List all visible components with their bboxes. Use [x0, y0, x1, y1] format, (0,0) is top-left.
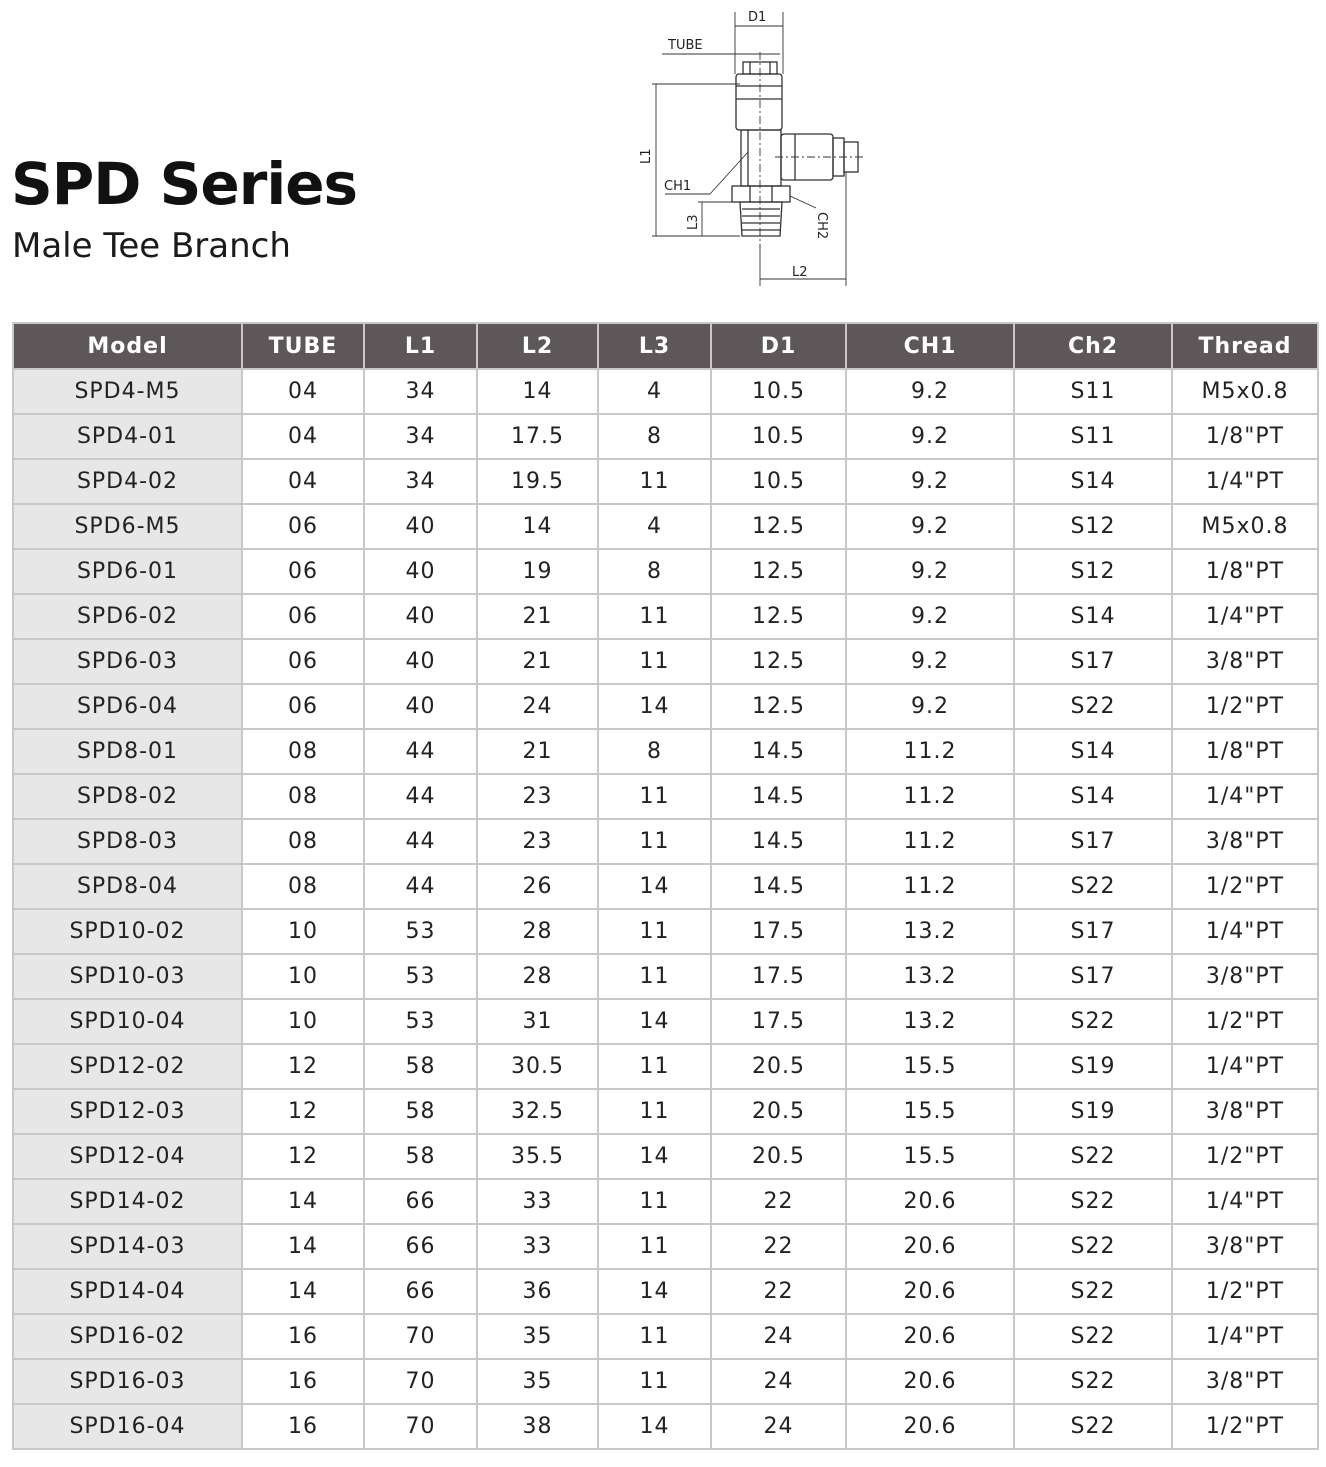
l3-label: L3 [686, 214, 701, 230]
table-cell: 38 [477, 1404, 598, 1449]
table-cell: 1/2"PT [1172, 684, 1318, 729]
table-cell: 08 [242, 774, 364, 819]
table-cell: 21 [477, 594, 598, 639]
table-cell: 35.5 [477, 1134, 598, 1179]
table-cell: 11.2 [846, 729, 1014, 774]
table-cell: 20.6 [846, 1314, 1014, 1359]
table-cell: 1/2"PT [1172, 1269, 1318, 1314]
model-cell: SPD6-02 [13, 594, 242, 639]
table-cell: S11 [1014, 369, 1172, 414]
table-cell: 06 [242, 684, 364, 729]
spec-table [12, 322, 1319, 1450]
table-cell: 14 [598, 1134, 711, 1179]
table-cell: 10.5 [711, 414, 846, 459]
table-cell: S22 [1014, 1404, 1172, 1449]
table-cell: 14 [477, 369, 598, 414]
table-cell: 1/4"PT [1172, 594, 1318, 639]
table-cell: 35 [477, 1314, 598, 1359]
table-cell: 08 [242, 729, 364, 774]
table-cell: S17 [1014, 909, 1172, 954]
ch2-label: CH2 [814, 212, 829, 240]
table-cell: 20.6 [846, 1179, 1014, 1224]
table-cell: M5x0.8 [1172, 504, 1318, 549]
table-cell: 40 [364, 549, 477, 594]
table-cell: 9.2 [846, 504, 1014, 549]
column-header: L2 [477, 323, 598, 369]
column-header: Ch2 [1014, 323, 1172, 369]
table-cell: 11 [598, 909, 711, 954]
table-cell: 10 [242, 999, 364, 1044]
table-cell: 08 [242, 864, 364, 909]
table-cell: 16 [242, 1314, 364, 1359]
model-cell: SPD16-04 [13, 1404, 242, 1449]
table-row [13, 414, 1318, 459]
table-cell: 1/2"PT [1172, 999, 1318, 1044]
table-cell: 14 [242, 1179, 364, 1224]
table-cell: 14 [242, 1224, 364, 1269]
table-cell: 28 [477, 909, 598, 954]
table-cell: 1/4"PT [1172, 459, 1318, 504]
table-cell: 33 [477, 1179, 598, 1224]
table-cell: 17.5 [711, 954, 846, 999]
table-cell: 21 [477, 639, 598, 684]
model-cell: SPD10-03 [13, 954, 242, 999]
table-cell: 20.5 [711, 1134, 846, 1179]
table-cell: 11 [598, 594, 711, 639]
table-row [13, 594, 1318, 639]
table-cell: 24 [477, 684, 598, 729]
column-header: TUBE [242, 323, 364, 369]
table-cell: 8 [598, 729, 711, 774]
table-cell: S12 [1014, 504, 1172, 549]
table-cell: 11 [598, 639, 711, 684]
table-cell: 20.5 [711, 1044, 846, 1089]
table-cell: S12 [1014, 549, 1172, 594]
table-cell: S22 [1014, 864, 1172, 909]
table-cell: 19.5 [477, 459, 598, 504]
table-cell: S17 [1014, 639, 1172, 684]
table-cell: S14 [1014, 459, 1172, 504]
table-cell: 13.2 [846, 909, 1014, 954]
table-row [13, 1179, 1318, 1224]
table-row [13, 1314, 1318, 1359]
table-cell: 14 [598, 1404, 711, 1449]
table-row [13, 819, 1318, 864]
table-row [13, 1404, 1318, 1449]
table-cell: 1/8"PT [1172, 729, 1318, 774]
table-row [13, 864, 1318, 909]
table-cell: 26 [477, 864, 598, 909]
table-cell: 24 [711, 1404, 846, 1449]
table-cell: 10.5 [711, 369, 846, 414]
table-row [13, 954, 1318, 999]
table-cell: 11 [598, 1359, 711, 1404]
table-cell: 12.5 [711, 504, 846, 549]
table-cell: 16 [242, 1404, 364, 1449]
table-cell: 06 [242, 594, 364, 639]
table-row [13, 999, 1318, 1044]
table-cell: 11 [598, 819, 711, 864]
table-cell: 1/2"PT [1172, 1134, 1318, 1179]
table-cell: 34 [364, 369, 477, 414]
table-row [13, 774, 1318, 819]
table-cell: 11 [598, 1179, 711, 1224]
table-cell: 11 [598, 1224, 711, 1269]
table-cell: S19 [1014, 1044, 1172, 1089]
table-cell: 15.5 [846, 1089, 1014, 1134]
model-cell: SPD6-M5 [13, 504, 242, 549]
model-cell: SPD14-04 [13, 1269, 242, 1314]
table-body [13, 369, 1318, 1449]
table-cell: S14 [1014, 594, 1172, 639]
table-cell: 04 [242, 414, 364, 459]
model-cell: SPD12-02 [13, 1044, 242, 1089]
table-cell: 1/4"PT [1172, 774, 1318, 819]
table-cell: 44 [364, 729, 477, 774]
table-cell: 21 [477, 729, 598, 774]
table-cell: S22 [1014, 684, 1172, 729]
column-header: L1 [364, 323, 477, 369]
model-cell: SPD4-02 [13, 459, 242, 504]
table-cell: 34 [364, 414, 477, 459]
table-cell: 66 [364, 1269, 477, 1314]
table-cell: S22 [1014, 1134, 1172, 1179]
table-cell: S22 [1014, 1224, 1172, 1269]
column-header: CH1 [846, 323, 1014, 369]
table-cell: 70 [364, 1404, 477, 1449]
table-cell: 14.5 [711, 729, 846, 774]
table-row [13, 684, 1318, 729]
table-cell: 14 [598, 684, 711, 729]
column-header: L3 [598, 323, 711, 369]
model-cell: SPD16-02 [13, 1314, 242, 1359]
table-cell: S22 [1014, 1314, 1172, 1359]
table-row [13, 1269, 1318, 1314]
table-cell: 04 [242, 459, 364, 504]
table-cell: 22 [711, 1224, 846, 1269]
table-cell: 11 [598, 1314, 711, 1359]
table-cell: 44 [364, 774, 477, 819]
model-cell: SPD6-03 [13, 639, 242, 684]
l1-label: L1 [639, 148, 654, 164]
table-cell: 20.5 [711, 1089, 846, 1134]
table-cell: 10.5 [711, 459, 846, 504]
table-cell: 22 [711, 1179, 846, 1224]
column-header: D1 [711, 323, 846, 369]
table-cell: 8 [598, 414, 711, 459]
table-cell: M5x0.8 [1172, 369, 1318, 414]
table-cell: 14 [598, 864, 711, 909]
table-cell: S17 [1014, 954, 1172, 999]
table-cell: 36 [477, 1269, 598, 1314]
table-cell: S14 [1014, 729, 1172, 774]
table-cell: 3/8"PT [1172, 639, 1318, 684]
column-header: Model [13, 323, 242, 369]
model-cell: SPD4-M5 [13, 369, 242, 414]
table-cell: 1/8"PT [1172, 549, 1318, 594]
table-cell: 1/4"PT [1172, 1314, 1318, 1359]
table-cell: 9.2 [846, 639, 1014, 684]
table-cell: 44 [364, 864, 477, 909]
table-cell: 1/8"PT [1172, 414, 1318, 459]
table-cell: 14.5 [711, 819, 846, 864]
table-cell: 04 [242, 369, 364, 414]
page-title: SPD Series [11, 150, 358, 218]
table-cell: 11 [598, 954, 711, 999]
table-cell: 24 [711, 1314, 846, 1359]
model-cell: SPD8-04 [13, 864, 242, 909]
model-cell: SPD14-02 [13, 1179, 242, 1224]
model-cell: SPD16-03 [13, 1359, 242, 1404]
model-cell: SPD8-03 [13, 819, 242, 864]
table-cell: 53 [364, 954, 477, 999]
table-cell: 9.2 [846, 594, 1014, 639]
table-cell: 12.5 [711, 639, 846, 684]
table-cell: 9.2 [846, 549, 1014, 594]
table-cell: 17.5 [711, 909, 846, 954]
table-cell: 11 [598, 1089, 711, 1134]
table-cell: 4 [598, 369, 711, 414]
table-cell: 40 [364, 594, 477, 639]
table-cell: 12 [242, 1134, 364, 1179]
table-cell: 10 [242, 909, 364, 954]
table-cell: 23 [477, 774, 598, 819]
model-cell: SPD8-01 [13, 729, 242, 774]
table-cell: 11.2 [846, 774, 1014, 819]
table-cell: 58 [364, 1134, 477, 1179]
table-cell: 58 [364, 1044, 477, 1089]
model-cell: SPD6-01 [13, 549, 242, 594]
table-cell: S17 [1014, 819, 1172, 864]
table-cell: 1/4"PT [1172, 1044, 1318, 1089]
table-row [13, 1044, 1318, 1089]
table-cell: 53 [364, 999, 477, 1044]
table-cell: 3/8"PT [1172, 1359, 1318, 1404]
table-cell: 14 [598, 999, 711, 1044]
table-cell: S14 [1014, 774, 1172, 819]
table-cell: 20.6 [846, 1404, 1014, 1449]
ch1-label: CH1 [664, 179, 692, 194]
table-row [13, 1089, 1318, 1134]
table-cell: 3/8"PT [1172, 1224, 1318, 1269]
table-cell: 58 [364, 1089, 477, 1134]
table-cell: 06 [242, 639, 364, 684]
table-cell: 14.5 [711, 864, 846, 909]
table-cell: 12 [242, 1044, 364, 1089]
model-cell: SPD12-03 [13, 1089, 242, 1134]
table-cell: 12.5 [711, 684, 846, 729]
table-row [13, 504, 1318, 549]
table-cell: 11 [598, 774, 711, 819]
table-cell: 66 [364, 1224, 477, 1269]
table-cell: 12 [242, 1089, 364, 1134]
page-subtitle: Male Tee Branch [12, 226, 291, 266]
table-cell: 30.5 [477, 1044, 598, 1089]
table-cell: 20.6 [846, 1224, 1014, 1269]
table-cell: 06 [242, 549, 364, 594]
table-header-row [13, 323, 1318, 369]
table-cell: 32.5 [477, 1089, 598, 1134]
tube-label: TUBE [668, 38, 703, 53]
l2-label: L2 [792, 265, 808, 280]
table-cell: 12.5 [711, 549, 846, 594]
table-cell: 11.2 [846, 864, 1014, 909]
table-cell: 35 [477, 1359, 598, 1404]
column-header: Thread [1172, 323, 1318, 369]
table-cell: 9.2 [846, 459, 1014, 504]
table-cell: 40 [364, 639, 477, 684]
table-cell: 23 [477, 819, 598, 864]
table-cell: 08 [242, 819, 364, 864]
table-cell: 44 [364, 819, 477, 864]
table-cell: 14.5 [711, 774, 846, 819]
table-cell: 11 [598, 1044, 711, 1089]
table-cell: 15.5 [846, 1134, 1014, 1179]
table-row [13, 1224, 1318, 1269]
table-cell: 9.2 [846, 414, 1014, 459]
table-cell: 17.5 [711, 999, 846, 1044]
table-cell: 31 [477, 999, 598, 1044]
table-cell: 3/8"PT [1172, 954, 1318, 999]
table-cell: 3/8"PT [1172, 819, 1318, 864]
model-cell: SPD12-04 [13, 1134, 242, 1179]
table-cell: 9.2 [846, 369, 1014, 414]
table-cell: 1/4"PT [1172, 909, 1318, 954]
table-cell: S11 [1014, 414, 1172, 459]
table-cell: 9.2 [846, 684, 1014, 729]
table-row [13, 549, 1318, 594]
d1-label: D1 [748, 10, 767, 25]
table-cell: S22 [1014, 1269, 1172, 1314]
table-row [13, 729, 1318, 774]
model-cell: SPD6-04 [13, 684, 242, 729]
table-cell: 22 [711, 1269, 846, 1314]
table-cell: 4 [598, 504, 711, 549]
table-cell: 10 [242, 954, 364, 999]
table-cell: 13.2 [846, 999, 1014, 1044]
table-cell: 8 [598, 549, 711, 594]
table-cell: 14 [598, 1269, 711, 1314]
tee-fitting-diagram [630, 4, 870, 294]
table-cell: 53 [364, 909, 477, 954]
model-cell: SPD10-04 [13, 999, 242, 1044]
model-cell: SPD8-02 [13, 774, 242, 819]
table-cell: 28 [477, 954, 598, 999]
table-cell: S22 [1014, 999, 1172, 1044]
table-cell: 17.5 [477, 414, 598, 459]
table-row [13, 1359, 1318, 1404]
model-cell: SPD10-02 [13, 909, 242, 954]
table-cell: 40 [364, 504, 477, 549]
table-cell: 3/8"PT [1172, 1089, 1318, 1134]
table-cell: 70 [364, 1314, 477, 1359]
table-cell: 1/2"PT [1172, 864, 1318, 909]
table-cell: 66 [364, 1179, 477, 1224]
table-cell: 14 [242, 1269, 364, 1314]
table-cell: 70 [364, 1359, 477, 1404]
table-cell: 06 [242, 504, 364, 549]
table-row [13, 459, 1318, 504]
table-cell: 11.2 [846, 819, 1014, 864]
table-cell: S22 [1014, 1359, 1172, 1404]
table-cell: S22 [1014, 1179, 1172, 1224]
table-row [13, 909, 1318, 954]
table-cell: 24 [711, 1359, 846, 1404]
model-cell: SPD4-01 [13, 414, 242, 459]
table-cell: 11 [598, 459, 711, 504]
table-row [13, 1134, 1318, 1179]
table-row [13, 639, 1318, 684]
table-cell: 19 [477, 549, 598, 594]
table-cell: S19 [1014, 1089, 1172, 1134]
table-cell: 1/2"PT [1172, 1404, 1318, 1449]
table-cell: 40 [364, 684, 477, 729]
table-cell: 15.5 [846, 1044, 1014, 1089]
table-cell: 14 [477, 504, 598, 549]
table-cell: 34 [364, 459, 477, 504]
table-cell: 12.5 [711, 594, 846, 639]
table-cell: 1/4"PT [1172, 1179, 1318, 1224]
table-cell: 16 [242, 1359, 364, 1404]
table-row [13, 369, 1318, 414]
table-cell: 33 [477, 1224, 598, 1269]
table-cell: 20.6 [846, 1269, 1014, 1314]
model-cell: SPD14-03 [13, 1224, 242, 1269]
table-cell: 20.6 [846, 1359, 1014, 1404]
table-cell: 13.2 [846, 954, 1014, 999]
